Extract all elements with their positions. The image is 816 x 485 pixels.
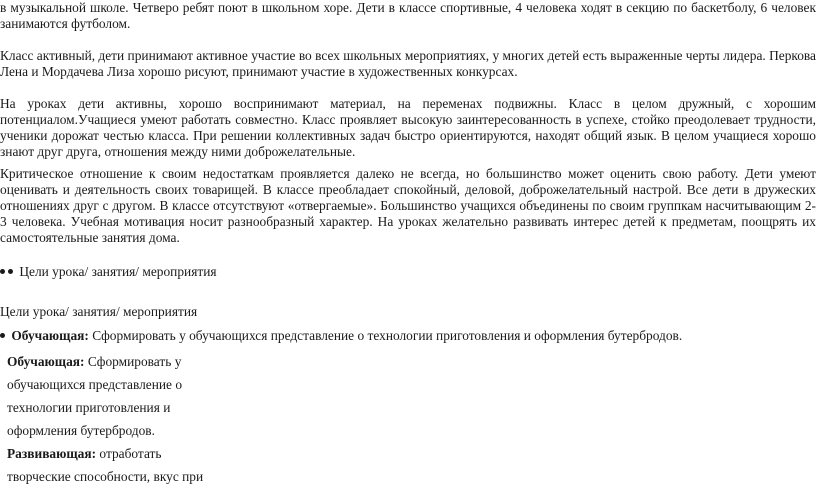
teaching-goal-line (0, 328, 682, 344)
bullet-icon (8, 269, 13, 274)
column-line-3: технологии приготовления и (7, 400, 171, 415)
bullet-icon (0, 333, 5, 338)
column-developing-label: Развивающая: (7, 446, 97, 461)
teaching-goal-label: Обучающая: (11, 328, 89, 343)
goals-bullet-text: Цели урока/ занятия/ мероприятия (19, 264, 217, 279)
column-line-1 (7, 354, 181, 370)
column-teaching-label: Обучающая: (7, 354, 85, 369)
paragraph-lessons: На уроках дети активны, хорошо воспринимают материал, на переменах подвижны. Класс в целом дружный, с хорошим потенциалом.Учащиеся умеют работать совместно. Класс проявляет высокую заинтересованность в успехе, стойко преодолевает трудности, ученики дорожат честью класса. При решении коллективных задач быстро ориентируются, находят общий язык. В целом учащиеся хорошо знают друг друга, отношения между ними доброжелательные. (0, 96, 816, 159)
column-line-6: творческие способности, вкус при (7, 469, 204, 484)
column-developing-text: отработать (96, 446, 162, 461)
teaching-goal-text: Сформировать у обучающихся представление о технологии приготовления и оформления бутербродов. (88, 328, 683, 343)
paragraph-class-activity: Класс активный, дети принимают активное участие во всех школьных мероприятиях, у многих детей есть выраженные черты лидера. Перкова Лена и Мордачева Лиза хорошо рисуют, принимают участие в художественных конкурсах. (0, 48, 816, 79)
column-teaching-text: Сформировать у (84, 354, 182, 369)
bullet-icon (0, 269, 5, 274)
paragraph-class-hobbies: в музыкальной школе. Четверо ребят поют в школьном хоре. Дети в классе спортивные, 4 человека ходят в секцию по баскетболу, 6 человек занимаются футболом. (0, 0, 816, 31)
goals-bullet-line (0, 264, 217, 280)
column-line-5 (7, 446, 162, 462)
goals-heading: Цели урока/ занятия/ мероприятия (0, 304, 198, 319)
column-line-4: оформления бутербродов. (7, 423, 155, 438)
paragraph-critical-attitude: Критическое отношение к своим недостаткам проявляется далеко не всегда, но большинство может оценить свою работу. Дети умеют оценивать и деятельность своих товарищей. В классе преобладает спокойный, деловой, доброжелательный настрой. Все дети в дружеских отношениях друг с другом. В классе отсутствуют «отвергаемые». Большинство учащихся объединены по своим группкам насчитывающим 2-3 человека. Учебная мотивация носит разнообразный характер. На уроках желательно развивать интерес детей к предметам, поощрять их самостоятельные занятия дома. (0, 166, 816, 245)
column-line-2: обучающихся представление о (7, 377, 183, 392)
